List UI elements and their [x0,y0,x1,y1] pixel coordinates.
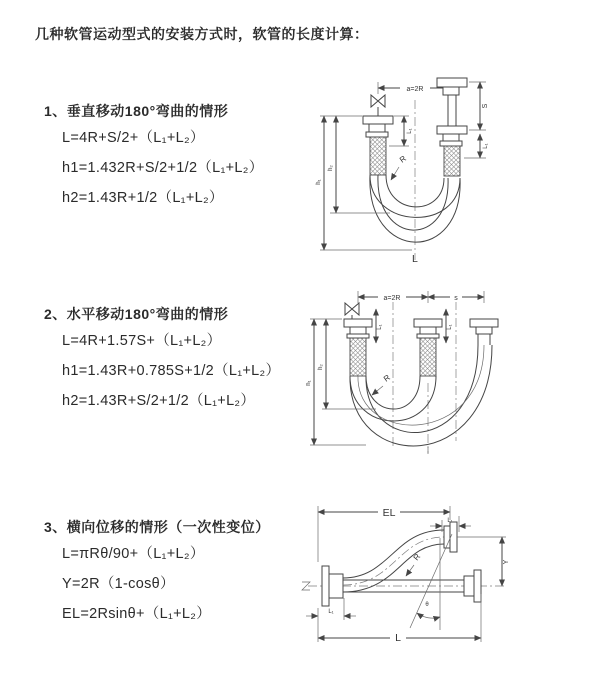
dim-label-h2: h₂ [318,364,324,370]
dim-label-l1: L₁ [447,518,453,524]
dim-label-l1: L₁ [328,609,334,615]
dim-label-span: a=2R [406,86,424,93]
valve-icon [345,303,359,319]
dim-l1-right [464,134,489,158]
dim-label-y: Y [503,559,510,565]
formula-line: h2=1.43R+1/2（L₁+L₂） [62,190,224,206]
dim-label-h2: h₂ [328,165,334,171]
formula-line: L=4R+S/2+（L₁+L₂） [62,130,205,146]
curved-hose [343,530,444,592]
dim-l [318,594,481,644]
middle-fitting [414,319,442,376]
hose-braid [350,338,366,376]
right-fitting [437,78,467,176]
formula-line: h1=1.432R+S/2+1/2（L₁+L₂） [62,160,264,176]
radius-label: R [397,153,408,165]
dim-label-s: S [482,103,489,109]
dim-label-span: a=2R [383,295,401,302]
valve-icon [371,95,385,116]
page-title: 几种软管运动型式的安装方式时，软管的长度计算： [35,26,369,42]
dim-label-h1: h₁ [316,179,322,185]
section-1 [44,101,264,213]
radius-label: R [411,552,423,563]
left-fitting [363,116,393,175]
dim-label-h1: h₁ [306,380,312,386]
formula-line: L=4R+1.57S+（L₁+L₂） [62,333,222,349]
dim-label-l1: L₁ [483,143,489,149]
section-3-heading: 3、横向位移的情形（一次性变位） [44,519,270,535]
left-fitting [344,319,372,376]
left-fitting [322,566,343,606]
diagram-vertical-travel [312,70,557,265]
dim-label-l1: L₁ [377,324,383,330]
diagram-lateral-displacement [298,498,593,658]
radius-label: R [381,372,392,384]
hose-braid [420,338,436,376]
dim-el [318,505,453,562]
dim-h2 [318,319,376,409]
theta-label: θ [425,602,429,608]
dim-span [358,291,484,303]
radius-callout [391,154,408,180]
right-fitting [470,319,498,345]
section-2 [44,304,280,416]
dim-label-el: EL [382,507,396,519]
radius-callout [372,373,392,395]
dim-label-l1: L₁ [407,128,413,134]
dim-l1-mid [446,309,453,343]
radius-callout [406,552,422,576]
right-fitting-low [464,570,481,602]
formula-line: L=πRθ/90+（L₁+L₂） [62,546,205,562]
hose-braid [370,137,386,175]
dim-h1 [316,116,412,250]
dim-label-l: L [395,632,401,644]
diagram-horizontal-travel [306,283,561,463]
section-1-heading: 1、垂直移动180°弯曲的情形 [44,103,229,119]
hose-braid [444,146,460,176]
formula-line: h2=1.43R+S/2+1/2（L₁+L₂） [62,393,256,409]
dim-l1-bottom [306,598,356,620]
formula-line: Y=2R（1-cosθ） [62,576,175,592]
section-3 [44,517,270,629]
formula-line: h1=1.43R+0.785S+1/2（L₁+L₂） [62,363,281,379]
section-2-heading: 2、水平移动180°弯曲的情形 [44,306,229,322]
dim-l1-left [376,309,383,343]
dim-label-l1: L₁ [447,324,453,330]
dim-label-s: s [454,295,458,302]
length-label: L [412,253,418,265]
angle-theta [410,534,452,630]
dim-stroke-s [469,82,489,130]
formula-line: EL=2Rsinθ+（L₁+L₂） [62,606,212,622]
